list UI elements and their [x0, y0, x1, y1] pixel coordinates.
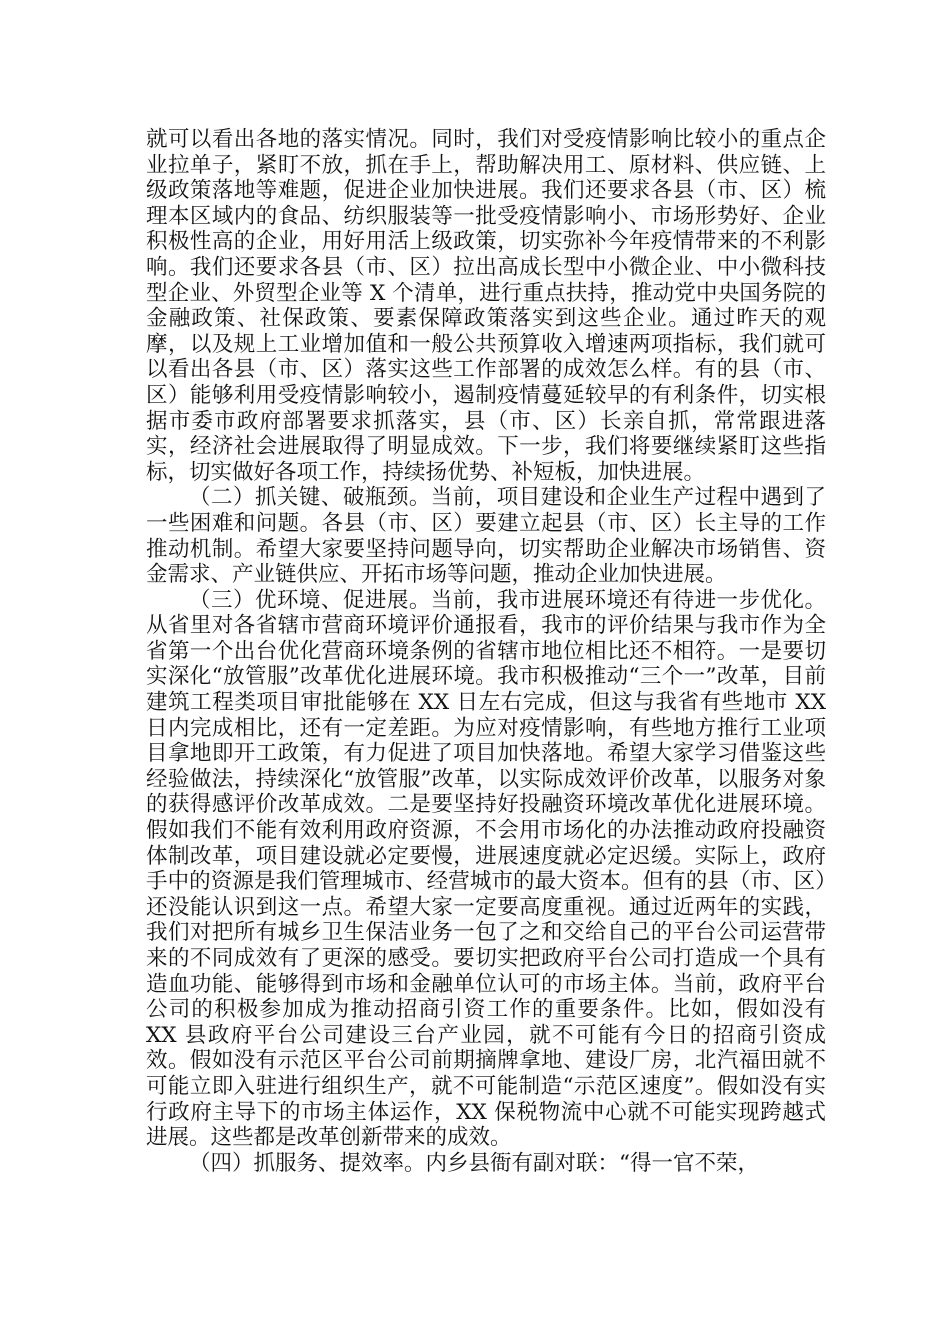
paragraph-1: 就可以看出各地的落实情况。同时，我们对受疫情影响比较小的重点企业拉单子，紧盯不放，抓在手上，帮助解决用工、原材料、供应链、上级政策落地等难题，促进企业加快进展。我们还要求各县（市、区）梳理本区域内的食品、纺织服装等一批受疫情影响小、市场形势好、企业积极性高的企业，用好用活上级政策，切实弥补今年疫情带来的不利影响。我们还要求各县（市、区）拉出高成长型中小微企业、中小微科技型企业、外贸型企业等 X 个清单，进行重点扶持，推动党中央国务院的金融政策、社保政策、要素保障政策落实到这些企业。通过昨天的观摩，以及规上工业增加值和一般公共预算收入增速两项指标，我们就可以看出各县（市、区）落实这些工作部署的成效怎么样。有的县（市、区）能够利用受疫情影响较小，遏制疫情蔓延较早的有利条件，切实根据市委市政府部署要求抓落实，县（市、区）长亲自抓，常常跟进落实，经济社会进展取得了明显成效。下一步，我们将要继续紧盯这些指标，切实做好各项工作，持续扬优势、补短板，加快进展。: [146, 127, 826, 485]
paragraph-4: （四）抓服务、提效率。内乡县衙有副对联：“得一官不荣，: [189, 1150, 759, 1176]
paragraph-3: （三）优环境、促进展。当前，我市进展环境还有待进一步优化。从省里对各省辖市营商环境评价通报看，我市的评价结果与我市作为全省第一个出台优化营商环境条例的省辖市地位相比还不相符。一是要切实深化“放管服”改革优化进展环境。我市积极推动“三个一”改革，目前建筑工程类项目审批能够在 XX 日左右完成，但这与我省有些地市 XX 日内完成相比，还有一定差距。为应对疫情影响，有些地方推行工业项目拿地即开工政策，有力促进了项目加快落地。希望大家学习借鉴这些经验做法，持续深化“放管服”改革，以实际成效评价改革，以服务对象的获得感评价改革成效。二是要坚持好投融资环境改革优化进展环境。假如我们不能有效利用政府资源，不会用市场化的办法推动政府投融资体制改革，项目建设就必定要慢，进展速度就必定迟缓。实际上，政府手中的资源是我们管理城市、经营城市的最大资本。但有的县（市、区）还没能认识到这一点。希望大家一定要高度重视。通过近两年的实践，我们对把所有城乡卫生保洁业务一包了之和交给自己的平台公司运营带来的不同成效有了更深的感受。要切实把政府平台公司打造成一个具有造血功能、能够得到市场和金融单位认可的市场主体。当前，政府平台公司的积极参加成为推动招商引资工作的重要条件。比如，假如没有 XX 县政府平台公司建设三台产业园，就不可能有今日的招商引资成效。假如没有示范区平台公司前期摘牌拿地、建设厂房，北汽福田就不可能立即入驻进行组织生产，就不可能制造“示范区速度”。假如没有实行政府主导下的市场主体运作，XX 保税物流中心就不可能实现跨越式进展。这些都是改革创新带来的成效。: [146, 587, 826, 1151]
body-text: [146, 127, 826, 1176]
paragraph-2: （二）抓关键、破瓶颈。当前，项目建设和企业生产过程中遇到了一些困难和问题。各县（市、区）要建立起县（市、区）长主导的工作推动机制。希望大家要坚持问题导向，切实帮助企业解决市场销售、资金需求、产业链供应、开拓市场等问题，推动企业加快进展。: [146, 485, 826, 588]
